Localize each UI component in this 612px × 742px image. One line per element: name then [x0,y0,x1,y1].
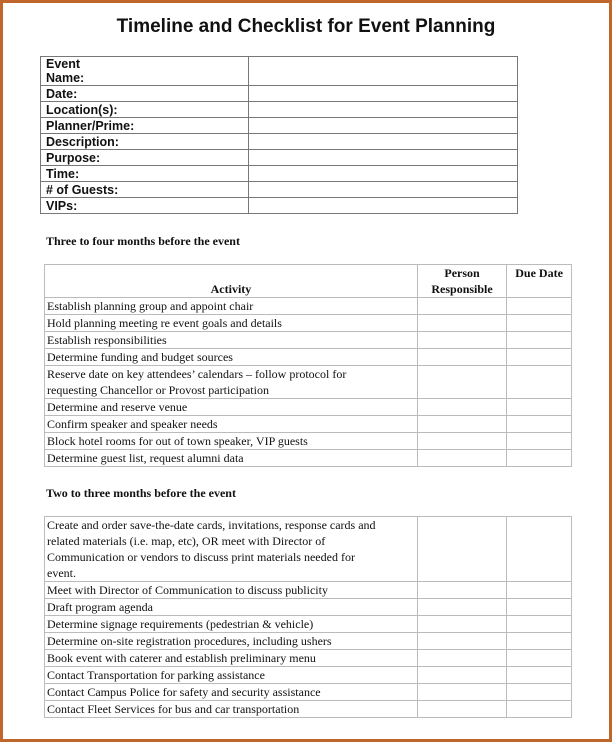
activity-cell: Contact Campus Police for safety and security assistance [45,684,418,701]
person-cell[interactable] [417,416,506,433]
person-cell[interactable] [417,582,506,599]
info-label [41,57,249,86]
table-header-row [45,265,572,298]
activity-line: Communication or vendors to discuss print materials needed for [47,550,355,564]
due-date-cell[interactable] [507,667,572,684]
person-cell[interactable] [417,667,506,684]
table-row [45,582,572,599]
header-line: Responsible [431,282,493,296]
table-row [45,315,572,332]
column-header-activity: Activity [45,265,418,298]
info-row [41,102,518,118]
activity-line: event. [47,566,76,580]
table-row [45,517,572,582]
checklist-table-2-3-months [44,516,572,718]
info-row [41,134,518,150]
due-date-cell[interactable] [507,366,572,399]
due-date-cell[interactable] [507,582,572,599]
person-cell[interactable] [417,433,506,450]
due-date-cell[interactable] [507,315,572,332]
table-row [45,684,572,701]
activity-line: Create and order save-the-date cards, invitations, response cards and [47,518,376,532]
info-value-field[interactable] [249,57,518,86]
activity-cell: Establish responsibilities [45,332,418,349]
due-date-cell[interactable] [507,399,572,416]
info-label: Date: [41,86,249,102]
activity-cell: Contact Fleet Services for bus and car transportation [45,701,418,718]
person-cell[interactable] [417,366,506,399]
due-date-cell[interactable] [507,684,572,701]
due-date-cell[interactable] [507,517,572,582]
table-row [45,450,572,467]
activity-cell: Hold planning meeting re event goals and details [45,315,418,332]
person-cell[interactable] [417,332,506,349]
due-date-cell[interactable] [507,616,572,633]
table-row [45,298,572,315]
person-cell[interactable] [417,315,506,332]
person-cell[interactable] [417,701,506,718]
activity-cell: Meet with Director of Communication to discuss publicity [45,582,418,599]
info-row [41,57,518,86]
info-label: Planner/Prime: [41,118,249,134]
activity-cell: Block hotel rooms for out of town speaker, VIP guests [45,433,418,450]
activity-line: related materials (i.e. map, etc), OR meet with Director of [47,534,326,548]
checklist-table-3-4-months [44,264,572,467]
due-date-cell[interactable] [507,433,572,450]
table-row [45,616,572,633]
table-row [45,650,572,667]
activity-cell [45,366,418,399]
event-info-table [40,56,518,214]
table-row [45,667,572,684]
table-row [45,366,572,399]
table-row [45,433,572,450]
table-row [45,599,572,616]
info-row [41,118,518,134]
column-header-due-date: Due Date [507,265,572,298]
person-cell[interactable] [417,633,506,650]
table-row [45,633,572,650]
activity-cell [45,517,418,582]
info-label: Location(s): [41,102,249,118]
activity-cell: Determine and reserve venue [45,399,418,416]
due-date-cell[interactable] [507,633,572,650]
activity-cell: Determine signage requirements (pedestrian & vehicle) [45,616,418,633]
info-row [41,198,518,214]
due-date-cell[interactable] [507,599,572,616]
activity-cell: Contact Transportation for parking assistance [45,667,418,684]
due-date-cell[interactable] [507,450,572,467]
activity-cell: Establish planning group and appoint chair [45,298,418,315]
person-cell[interactable] [417,650,506,667]
column-header-person [417,265,506,298]
person-cell[interactable] [417,349,506,366]
info-label: Purpose: [41,150,249,166]
info-value-field[interactable] [249,102,518,118]
due-date-cell[interactable] [507,332,572,349]
activity-cell: Draft program agenda [45,599,418,616]
person-cell[interactable] [417,399,506,416]
person-cell[interactable] [417,599,506,616]
person-cell[interactable] [417,517,506,582]
info-value-field[interactable] [249,166,518,182]
info-value-field[interactable] [249,198,518,214]
header-line: Person [444,266,480,280]
info-value-field[interactable] [249,182,518,198]
info-value-field[interactable] [249,134,518,150]
activity-cell: Determine guest list, request alumni data [45,450,418,467]
table-row [45,701,572,718]
person-cell[interactable] [417,684,506,701]
info-row [41,166,518,182]
info-row [41,150,518,166]
table-row [45,349,572,366]
due-date-cell[interactable] [507,349,572,366]
table-row [45,416,572,433]
activity-cell: Book event with caterer and establish preliminary menu [45,650,418,667]
info-label: # of Guests: [41,182,249,198]
activity-cell: Confirm speaker and speaker needs [45,416,418,433]
due-date-cell[interactable] [507,416,572,433]
info-value-field[interactable] [249,86,518,102]
section-heading: Two to three months before the event [46,486,236,500]
info-row [41,182,518,198]
section-heading: Three to four months before the event [46,234,240,248]
activity-cell: Determine on-site registration procedures, including ushers [45,633,418,650]
person-cell[interactable] [417,450,506,467]
info-value-field[interactable] [249,118,518,134]
activity-cell: Determine funding and budget sources [45,349,418,366]
activity-line: Reserve date on key attendees’ calendars – follow protocol for [47,367,347,381]
info-label: Description: [41,134,249,150]
person-cell[interactable] [417,616,506,633]
info-row [41,86,518,102]
info-label-line: Event [46,57,81,71]
due-date-cell[interactable] [507,650,572,667]
due-date-cell[interactable] [507,298,572,315]
table-row [45,332,572,349]
info-label: Time: [41,166,249,182]
activity-line: requesting Chancellor or Provost participation [47,383,269,397]
document-title: Timeline and Checklist for Event Planning [116,16,496,37]
due-date-cell[interactable] [507,701,572,718]
info-label-line: Name: [46,71,85,85]
info-label: VIPs: [41,198,249,214]
person-cell[interactable] [417,298,506,315]
info-value-field[interactable] [249,150,518,166]
table-row [45,399,572,416]
